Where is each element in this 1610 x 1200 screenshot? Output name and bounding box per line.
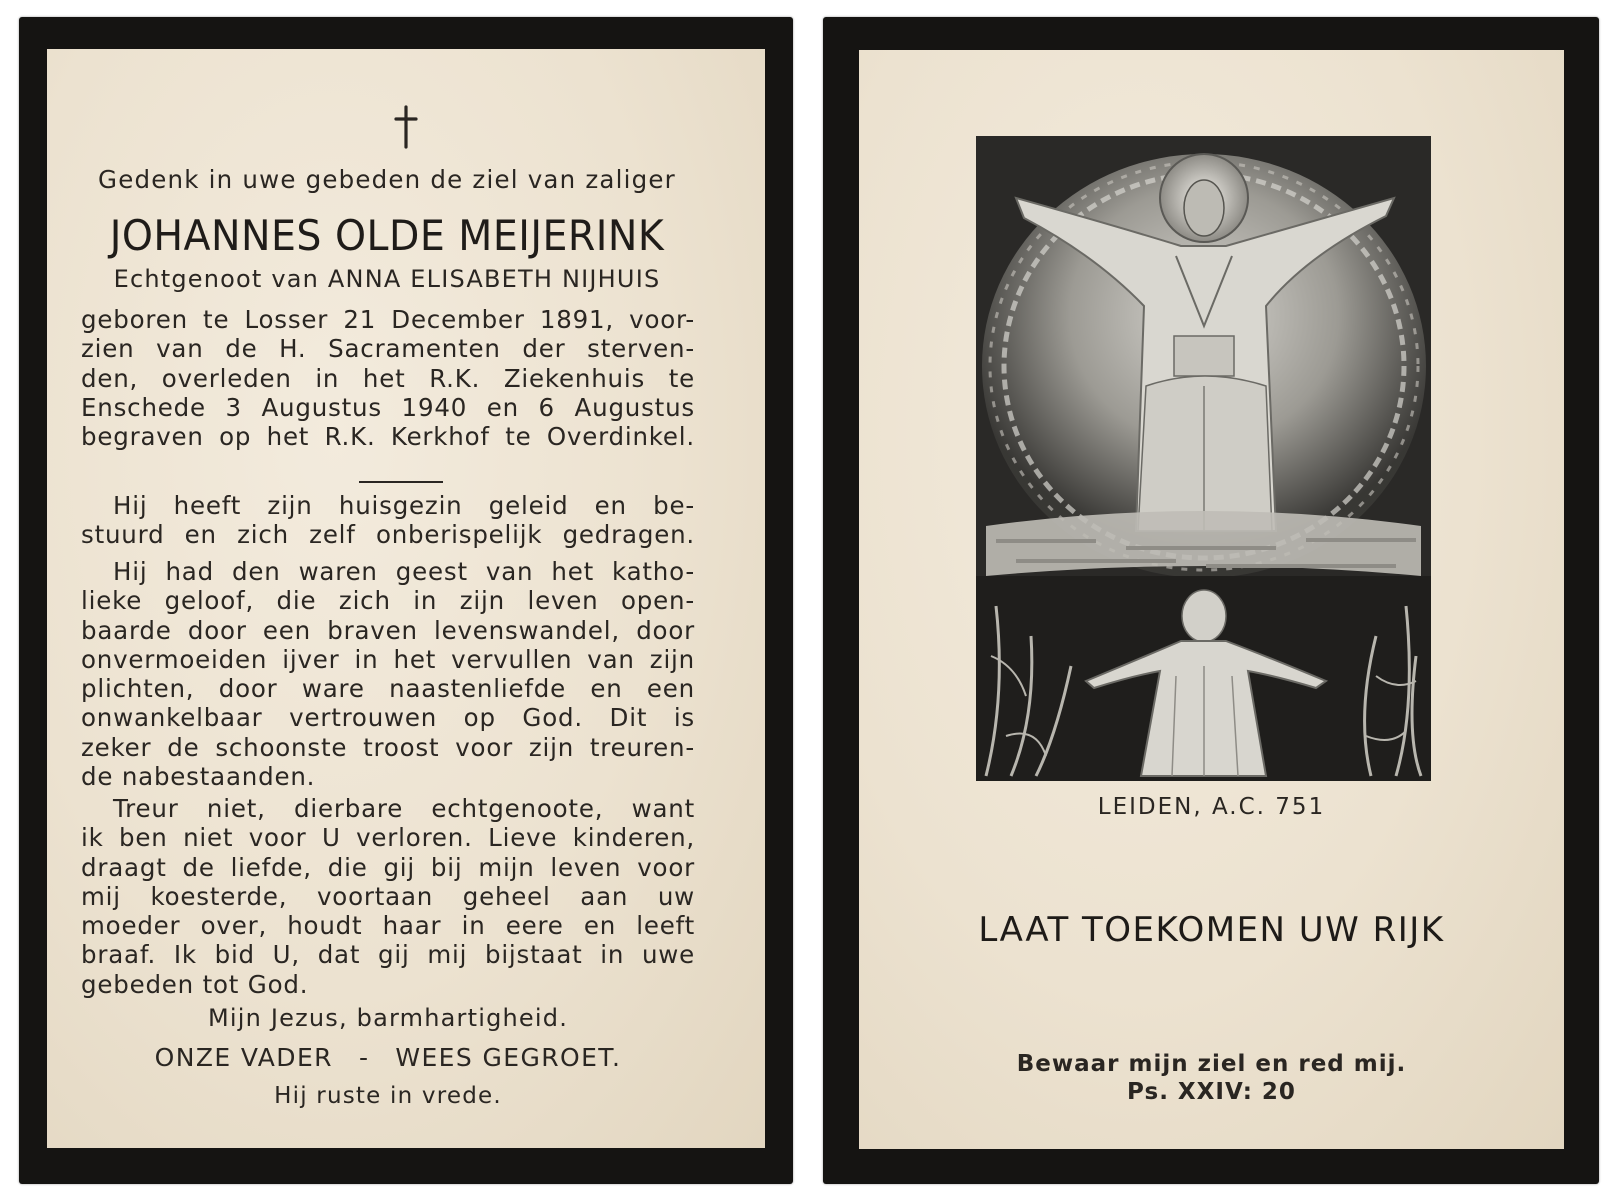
prayer-card-back — [823, 17, 1599, 1184]
biography-paragraph — [81, 305, 695, 451]
paragraph-line: baarde door een braven levenswandel, door — [81, 615, 695, 645]
paragraph-line: ik ben niet voor U verloren. Lieve kinderen, — [81, 823, 695, 853]
divider — [359, 481, 443, 483]
paragraph-line: draagt de liefde, die gij bij mijn leven voor — [81, 852, 695, 882]
cross-icon — [47, 105, 765, 153]
paragraph-line: mij koesterde, voortaan geheel aan uw — [81, 881, 695, 911]
print-caption: LEIDEN, A.C. 751 — [1097, 794, 1326, 820]
card-paper — [859, 50, 1564, 1149]
paragraph-line: plichten, door ware naastenliefde en een — [81, 674, 695, 704]
prayer-hail-mary: WEES GEGROET. — [395, 1043, 622, 1072]
mercy-invocation: Mijn Jezus, barmhartigheid. — [207, 1004, 569, 1032]
motto: LAAT TOEKOMEN UW RIJK — [978, 910, 1445, 950]
prayer-separator: - — [358, 1043, 370, 1072]
paragraph-line: Treur niet, dierbare echtgenoote, want — [113, 794, 695, 823]
spouse-line: Echtgenoot van ANNA ELISABETH NIJHUIS — [113, 265, 661, 293]
deceased-name: JOHANNES OLDE MEIJERINK — [109, 211, 665, 260]
comfort-paragraph — [81, 794, 695, 999]
paragraph-line: zien van de H. Sacramenten der sterven- — [81, 334, 695, 364]
paragraph-line: den, overleden in het R.K. Ziekenhuis te — [81, 363, 695, 393]
life-paragraph — [81, 491, 695, 550]
paragraph-line: moeder over, houdt haar in eere en leeft — [81, 911, 695, 941]
intro-text: Gedenk in uwe gebeden de ziel van zaliger — [98, 165, 676, 194]
card-paper — [47, 49, 765, 1148]
prayer-card-front — [19, 17, 793, 1184]
paragraph-line: Hij heeft zijn huisgezin geleid en be- — [113, 491, 695, 520]
faith-paragraph — [81, 557, 695, 791]
paragraph-line: stuurd en zich zelf onberispelijk gedragen. — [81, 520, 695, 550]
scripture-verse — [859, 1050, 1564, 1106]
paragraph-line: lieke geloof, die zich in zijn leven open- — [81, 586, 695, 616]
paragraph-line: begraven op het R.K. Kerkhof te Overdinkel. — [81, 422, 695, 452]
paragraph-line: gebeden tot God. — [81, 969, 309, 999]
paragraph-line: onvermoeiden ijver in het vervullen van zijn — [81, 644, 695, 674]
paragraph-line: braaf. Ik bid U, dat gij mij bijstaat in uwe — [81, 940, 695, 970]
paragraph-line: Enschede 3 Augustus 1940 en 6 Augustus — [81, 392, 695, 422]
verse-text: Bewaar mijn ziel en red mij. — [1016, 1051, 1407, 1077]
paragraph-line: geboren te Losser 21 December 1891, voor- — [81, 305, 695, 334]
paragraph-line: zeker de schoonste troost voor zijn treuren- — [81, 732, 695, 762]
paragraph-line: onwankelbaar vertrouwen op God. Dit is — [81, 703, 695, 733]
paragraph-line: Hij had den waren geest van het katho- — [113, 557, 695, 586]
prayer-our-father: ONZE VADER — [154, 1043, 333, 1072]
prayer-line — [81, 1043, 695, 1072]
devotional-illustration — [976, 136, 1431, 781]
paragraph-line: de nabestaanden. — [81, 762, 316, 792]
rest-in-peace: Hij ruste in vrede. — [274, 1083, 502, 1109]
verse-reference: Ps. XXIV: 20 — [1127, 1079, 1296, 1105]
